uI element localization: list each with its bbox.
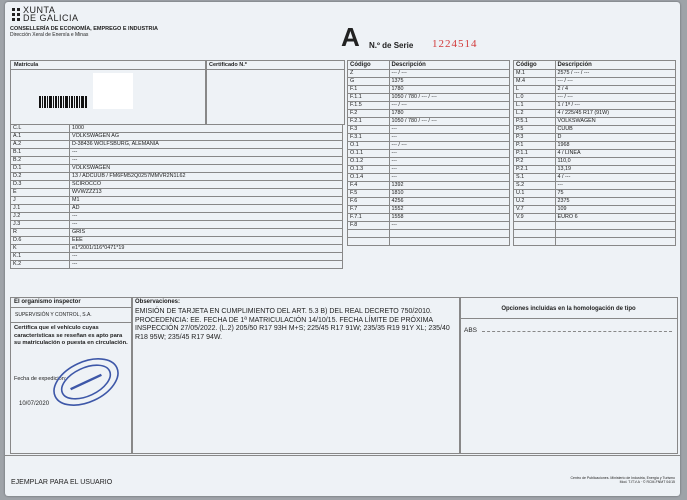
vehicle-data-code: B.2 <box>11 157 70 165</box>
vehicle-data-value: WVWZZZ13 <box>69 189 342 197</box>
engine-data-code: U.1 <box>514 190 556 198</box>
engine-data-code: V.9 <box>514 214 556 222</box>
vehicle-data-value: AD <box>69 205 342 213</box>
engine-data-code: M.4 <box>514 78 556 86</box>
engine-data-code: L.0 <box>514 94 556 102</box>
engine-data-code <box>514 222 556 230</box>
engine-data-value <box>555 222 676 230</box>
mass-dimension-value: 1552 <box>389 206 510 214</box>
mass-dimension-value: --- <box>389 134 510 142</box>
vehicle-data-row <box>11 245 343 253</box>
engine-data-row <box>514 134 676 142</box>
vehicle-data-row <box>11 141 343 149</box>
mass-dimension-code: O.1.4 <box>348 174 390 182</box>
vehicle-data-row <box>11 253 343 261</box>
opciones-heading: Opciones incluidas en la homologación de tipo <box>501 306 636 312</box>
mass-dimension-value: --- <box>389 174 510 182</box>
vehicle-data-row <box>11 237 343 245</box>
engine-data-row <box>514 198 676 206</box>
vehicle-data-value: e1*2001/116*0471*19 <box>69 245 342 253</box>
mass-dimension-code: F.1.5 <box>348 102 390 110</box>
engine-data-value: 1968 <box>555 142 676 150</box>
mass-dimension-row <box>348 94 510 102</box>
fecha-label: Fecha de expedición: <box>14 376 67 382</box>
vehicle-data-code: A.1 <box>11 133 70 141</box>
vehicle-data-row <box>11 229 343 237</box>
mass-dimension-code: F.4 <box>348 182 390 190</box>
engine-data-code: U.2 <box>514 198 556 206</box>
redacted-area <box>93 73 133 109</box>
mass-dimension-value: 1780 <box>389 110 510 118</box>
mass-dimension-row <box>348 206 510 214</box>
engine-data-row <box>514 158 676 166</box>
mass-dimension-code: O.1.2 <box>348 158 390 166</box>
mass-dimension-row <box>348 222 510 230</box>
opciones-text: ABS <box>464 327 478 334</box>
engine-data-row <box>514 118 676 126</box>
vehicle-data-value: --- <box>69 253 342 261</box>
observaciones-text: EMISIÓN DE TARJETA EN CUMPLIMIENTO DEL ART. 5.3 B) DEL REAL DECRETO 750/2010. PROCEDENCIA: EE. FECHA DE 1ª MATRICULACIÓN 14/10/15. FECHA LÍMITE DE PRÓXIMA INSPECCIÓN 27/05/2022. (L.2) 205/50 R17 93H M+S; 225/45 R17 91W; 235/35 R19 91Y XL; 235/40 R18 95W; 235/45 R17 94W. <box>135 308 450 341</box>
vehicle-data-value: EEE <box>69 237 342 245</box>
vehicle-data-value: --- <box>69 157 342 165</box>
engine-data-value: --- <box>555 182 676 190</box>
engine-data-row <box>514 166 676 174</box>
vehicle-data-code: D.6 <box>11 237 70 245</box>
mid-code-header: Código <box>348 61 390 70</box>
vehicle-data-code: J.2 <box>11 213 70 221</box>
vehicle-data-row <box>11 173 343 181</box>
mass-dimension-value: 1375 <box>389 78 510 86</box>
engine-data-row <box>514 78 676 86</box>
engine-data-code: L.1 <box>514 102 556 110</box>
mass-dimension-code: O.1.3 <box>348 166 390 174</box>
matricula-box <box>10 60 207 125</box>
vehicle-data-value: VOLKSWAGEN AG <box>69 133 342 141</box>
mid-desc-header: Descripción <box>389 61 510 70</box>
engine-data-value: 109 <box>555 206 676 214</box>
mass-dimension-row <box>348 102 510 110</box>
mass-dimension-value <box>389 238 510 246</box>
vehicle-data-code: D.3 <box>11 181 70 189</box>
mass-dimension-row <box>348 182 510 190</box>
mass-dimension-code: Z <box>348 70 390 78</box>
mass-dimension-code: F.1.1 <box>348 94 390 102</box>
engine-data-value: --- / --- <box>555 78 676 86</box>
vehicle-data-code: J <box>11 197 70 205</box>
vehicle-data-code: J.3 <box>11 221 70 229</box>
vehicle-data-value: VOLKSWAGEN <box>69 165 342 173</box>
certificado-box <box>205 60 345 125</box>
vehicle-data-row <box>11 197 343 205</box>
mass-dimension-code: F.2 <box>348 110 390 118</box>
vehicle-data-code: D.2 <box>11 173 70 181</box>
vehicle-data-code: K <box>11 245 70 253</box>
right-code-header: Código <box>514 61 556 70</box>
observaciones-heading: Observaciones: <box>135 299 181 305</box>
engine-data-row <box>514 222 676 230</box>
mass-dimension-value: --- <box>389 222 510 230</box>
engine-data-code: P.2.1 <box>514 166 556 174</box>
mass-dimension-code: F.1 <box>348 86 390 94</box>
mass-dimension-value: --- <box>389 126 510 134</box>
fecha-expedicion: 10/07/2020 <box>19 401 50 407</box>
serie-label: N.º de Serie <box>369 41 414 50</box>
mass-dimension-value: --- / --- <box>389 102 510 110</box>
engine-data-row <box>514 126 676 134</box>
mass-dimension-row <box>348 166 510 174</box>
mass-dimension-code: F.3.1 <box>348 134 390 142</box>
engine-data-value: EURO 6 <box>555 214 676 222</box>
engine-data-row <box>514 238 676 246</box>
mass-dimension-code: F.2.1 <box>348 118 390 126</box>
engine-data-value <box>555 230 676 238</box>
mass-dimension-row <box>348 238 510 246</box>
mass-dimension-code: F.3 <box>348 126 390 134</box>
engine-data-value: CUUB <box>555 126 676 134</box>
vehicle-data-row <box>11 165 343 173</box>
engine-data-code <box>514 238 556 246</box>
engine-data-value: D <box>555 134 676 142</box>
mass-dimension-value: --- <box>389 158 510 166</box>
vehicle-data-value: --- <box>69 221 342 229</box>
mass-dimension-row <box>348 150 510 158</box>
engine-data-value <box>555 238 676 246</box>
engine-data-row <box>514 182 676 190</box>
logo-line-2: DE GALICIA <box>23 13 79 23</box>
official-stamp-icon <box>49 354 123 410</box>
vehicle-data-code: A.2 <box>11 141 70 149</box>
vehicle-data-code: B.1 <box>11 149 70 157</box>
vehicle-data-row <box>11 133 343 141</box>
mass-dimension-code: F.7.1 <box>348 214 390 222</box>
mass-dimension-value <box>389 230 510 238</box>
engine-data-code: P.1 <box>514 142 556 150</box>
mass-dimension-row <box>348 126 510 134</box>
mass-dimension-value: --- / --- <box>389 70 510 78</box>
mass-dimension-code: O.1.1 <box>348 150 390 158</box>
engine-data-value: 4 / --- <box>555 174 676 182</box>
direccion-name: Dirección Xeral de Enerxía e Minas <box>10 32 89 38</box>
engine-data-table <box>513 60 676 246</box>
engine-data-row <box>514 150 676 158</box>
engine-data-value: 13,19 <box>555 166 676 174</box>
mass-dimension-value: --- / --- <box>389 142 510 150</box>
engine-data-code: L <box>514 86 556 94</box>
mass-dimension-code: O.1 <box>348 142 390 150</box>
mass-dimension-code <box>348 238 390 246</box>
engine-data-row <box>514 142 676 150</box>
engine-data-row <box>514 94 676 102</box>
engine-data-code: L.2 <box>514 110 556 118</box>
matricula-label: Matrícula <box>14 62 39 68</box>
engine-data-value: 1 / 1ª / --- <box>555 102 676 110</box>
mass-dimension-row <box>348 158 510 166</box>
engine-data-row <box>514 86 676 94</box>
mass-dimension-value: --- <box>389 166 510 174</box>
matricula-barcode <box>39 95 87 107</box>
engine-data-value: 2 / 4 <box>555 86 676 94</box>
engine-data-code: P.5 <box>514 126 556 134</box>
vehicle-data-code: K.1 <box>11 253 70 261</box>
inspector-box <box>10 297 133 454</box>
engine-data-code: S.1 <box>514 174 556 182</box>
mass-dimension-value: 4256 <box>389 198 510 206</box>
mass-dimension-row <box>348 198 510 206</box>
mass-dimension-value: 1810 <box>389 190 510 198</box>
engine-data-value: 4 / LINEA <box>555 150 676 158</box>
mass-dimension-value: 1050 / 780 / --- / --- <box>389 118 510 126</box>
engine-data-code: P.5.1 <box>514 118 556 126</box>
mass-dimension-code: F.6 <box>348 198 390 206</box>
vehicle-data-code: C.L <box>11 125 70 133</box>
vehicle-data-code: E <box>11 189 70 197</box>
mass-dimension-table <box>347 60 510 246</box>
inspector-heading: El organismo inspector <box>14 299 81 305</box>
engine-data-value: --- / --- <box>555 94 676 102</box>
logo-text <box>23 6 79 22</box>
engine-data-code: P.2 <box>514 158 556 166</box>
mass-dimension-row <box>348 230 510 238</box>
vehicle-data-row <box>11 261 343 269</box>
mass-dimension-value: 1050 / 780 / --- / --- <box>389 94 510 102</box>
vehicle-data-value: --- <box>69 149 342 157</box>
vehicle-data-code: J.1 <box>11 205 70 213</box>
engine-data-row <box>514 174 676 182</box>
engine-data-row <box>514 70 676 78</box>
vehicle-data-value: GRIS <box>69 229 342 237</box>
mass-dimension-row <box>348 190 510 198</box>
vehicle-data-code: R <box>11 229 70 237</box>
footer-print-info <box>571 476 675 484</box>
engine-data-value: 75 <box>555 190 676 198</box>
mass-dimension-row <box>348 118 510 126</box>
mass-dimension-value: 1392 <box>389 182 510 190</box>
mass-dimension-row <box>348 174 510 182</box>
vehicle-data-code: K.2 <box>11 261 70 269</box>
observaciones-box <box>131 297 461 454</box>
conselleria-name: CONSELLERÍA DE ECONOMÍA, EMPREGO E INDUSTRIA <box>10 26 159 32</box>
mass-dimension-row <box>348 134 510 142</box>
vehicle-data-value: M1 <box>69 197 342 205</box>
footer-print-line-1: Centro de Publicaciones. Ministerio de Industria, Energía y Turismo <box>570 476 675 480</box>
mass-dimension-code: F.5 <box>348 190 390 198</box>
vehicle-data-value: --- <box>69 213 342 221</box>
card-type-letter: A <box>341 22 360 52</box>
engine-data-value: 4 / 225/45 R17 (91W) <box>555 110 676 118</box>
mass-dimension-row <box>348 214 510 222</box>
mass-dimension-value: 1558 <box>389 214 510 222</box>
engine-data-code: M.1 <box>514 70 556 78</box>
engine-data-value: 2575 / --- / --- <box>555 70 676 78</box>
inspector-certification: Certifica que el vehículo cuyas características se reseñan es apto para su matriculación o puesta en circulación. <box>14 325 128 346</box>
mass-dimension-row <box>348 142 510 150</box>
technical-card-sheet <box>5 2 680 496</box>
mass-dimension-row <box>348 70 510 78</box>
vehicle-data-row <box>11 149 343 157</box>
engine-data-row <box>514 230 676 238</box>
engine-data-code: P.1.1 <box>514 150 556 158</box>
mass-dimension-code: F.8 <box>348 222 390 230</box>
vehicle-data-row <box>11 205 343 213</box>
footer-print-line-2: Mod. T.IT.V.A · © RCM-FNMT 04/15 <box>619 480 675 484</box>
logo-line-1: XUNTA <box>23 5 56 15</box>
vehicle-data-row <box>11 213 343 221</box>
mass-dimension-value: --- <box>389 150 510 158</box>
vehicle-data-row <box>11 221 343 229</box>
engine-data-row <box>514 102 676 110</box>
mass-dimension-code: G <box>348 78 390 86</box>
vehicle-data-value: D-38436 WOLFSBURG, ALEMANIA <box>69 141 342 149</box>
vehicle-data-table <box>10 124 343 269</box>
mass-dimension-value: 1780 <box>389 86 510 94</box>
vehicle-data-value: 1000 <box>69 125 342 133</box>
engine-data-code: V.7 <box>514 206 556 214</box>
mass-dimension-row <box>348 86 510 94</box>
vehicle-data-row <box>11 157 343 165</box>
vehicle-data-value: 13 / ADCUUB / FM6FM52Q0257MMVR2N1L62 <box>69 173 342 181</box>
engine-data-row <box>514 110 676 118</box>
engine-data-value: VOLKSWAGEN <box>555 118 676 126</box>
certificado-label: Certificado N.º <box>209 62 247 68</box>
engine-data-code: P.3 <box>514 134 556 142</box>
mass-dimension-code: F.7 <box>348 206 390 214</box>
vehicle-data-value: SCIROCCO <box>69 181 342 189</box>
ejemplar-label: EJEMPLAR PARA EL USUARIO <box>11 479 113 486</box>
engine-data-row <box>514 190 676 198</box>
opciones-box <box>459 297 678 454</box>
mass-dimension-code <box>348 230 390 238</box>
engine-data-row <box>514 206 676 214</box>
mass-dimension-row <box>348 110 510 118</box>
vehicle-data-row <box>11 181 343 189</box>
vehicle-data-row <box>11 189 343 197</box>
engine-data-code <box>514 230 556 238</box>
serie-number: 1224514 <box>432 38 478 50</box>
engine-data-value: 110,0 <box>555 158 676 166</box>
engine-data-row <box>514 214 676 222</box>
engine-data-code: S.2 <box>514 182 556 190</box>
vehicle-data-row <box>11 125 343 133</box>
engine-data-value: 2375 <box>555 198 676 206</box>
vehicle-data-code: D.1 <box>11 165 70 173</box>
inspector-name: SUPERVISIÓN Y CONTROL, S.A. <box>15 312 92 318</box>
mass-dimension-row <box>348 78 510 86</box>
right-desc-header: Descripción <box>555 61 676 70</box>
vehicle-data-value: --- <box>69 261 342 269</box>
